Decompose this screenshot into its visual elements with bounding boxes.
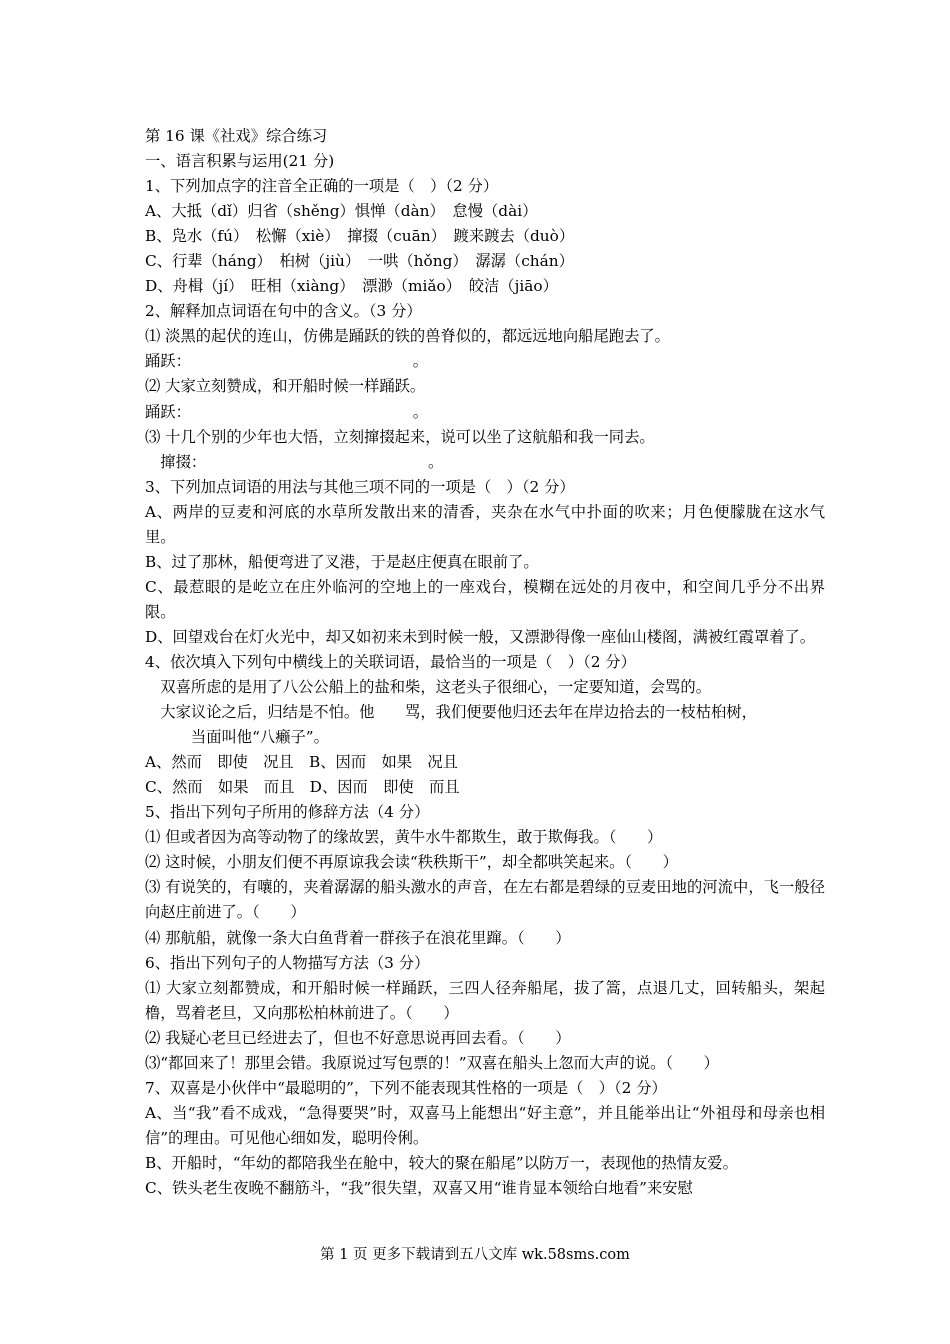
text-line: 一、语言积累与运用(21 分) [145, 152, 335, 171]
text-line: ⑶ 十几个别的少年也大悟，立刻撺掇起来，说可以坐了这航船和我一同去。 [145, 427, 655, 446]
text-line: C、行辈（háng） 桕树（jiù） 一哄（hǒng） 潺潺（chán） [145, 252, 574, 271]
text-line: 双喜所虑的是用了八公公船上的盐和柴，这老头子很细心，一定要知道，会骂的。 [145, 678, 711, 697]
text-line: ⑴ 但或者因为高等动物了的缘故罢，黄牛水牛都欺生，敢于欺侮我。（ ） [145, 828, 663, 847]
text-line: ⑵ 这时候，小朋友们便不再原谅我会读“秩秩斯干”，却全都哄笑起来。（ ） [145, 853, 678, 872]
page-footer: 第 1 页 更多下载请到五八文库 wk.58sms.com [320, 1247, 630, 1263]
text-line: C、最惹眼的是屹立在庄外临河的空地上的一座戏台，模糊在远处的月夜中，和空间几乎分不出界限。 [145, 577, 825, 621]
text-line: C、然而 如果 而且 D、因而 即使 而且 [145, 778, 460, 797]
text-line: ⑴ 淡黑的起伏的连山，仿佛是踊跃的铁的兽脊似的，都远远地向船尾跑去了。 [145, 327, 670, 346]
text-line: 当面叫他“八癞子”。 [145, 728, 329, 747]
text-line: ⑷ 那航船，就像一条大白鱼背着一群孩子在浪花里蹿。（ ） [145, 928, 571, 947]
text-line: 6、指出下列句子的人物描写方法（3 分） [145, 953, 430, 972]
text-line: ⑵ 我疑心老旦已经进去了，但也不好意思说再回去看。（ ） [145, 1028, 571, 1047]
text-line: ⑶ 有说笑的，有嚷的，夹着潺潺的船头激水的声音，在左右都是碧绿的豆麦田地的河流中，飞一般径向赵庄前进了。（ ） [145, 878, 825, 922]
text-line: A、然而 即使 况且 B、因而 如果 况且 [145, 753, 458, 772]
text-line: 5、指出下列句子所用的修辞方法（4 分） [145, 803, 430, 822]
text-line: A、大抵（dǐ）归省（shěng）惧惮（dàn） 怠慢（dài） [145, 202, 538, 221]
text-line: B、凫水（fú） 松懈（xiè） 撺掇（cuān） 踱来踱去（duò） [145, 227, 575, 246]
text-line: B、开船时，“年幼的都陪我坐在舱中，较大的聚在船尾”以防万一，表现他的热情友爱。 [145, 1153, 738, 1172]
text-line: C、铁头老生夜晚不翻筋斗，“我”很失望，双喜又用“谁肯显本领给白地看”来安慰 [145, 1178, 693, 1197]
text-line: 4、依次填入下列句中横线上的关联词语，最恰当的一项是（ ）（2 分） [145, 652, 636, 671]
text-line: ⑶“都回来了！那里会错。我原说过写包票的！”双喜在船头上忽而大声的说。（ ） [145, 1053, 719, 1072]
text-line: 大家议论之后，归结是不怕。他 骂，我们便要他归还去年在岸边拾去的一枝枯桕树， [145, 703, 757, 722]
text-line: 7、双喜是小伙伴中“最聪明的”，下列不能表现其性格的一项是（ ）（2 分） [145, 1078, 667, 1097]
text-line: B、过了那林，船便弯进了叉港，于是赵庄便真在眼前了。 [145, 552, 539, 571]
text-line: 1、下列加点字的注音全正确的一项是（ ）（2 分） [145, 177, 499, 196]
document-body [145, 124, 825, 1201]
text-line: 第 16 课《社戏》综合练习 [145, 127, 328, 145]
text-line: D、舟楫（jí） 旺相（xiàng） 漂渺（miǎo） 皎洁（jiāo） [145, 277, 558, 296]
text-line: ⑴ 大家立刻都赞成，和开船时候一样踊跃，三四人径奔船尾，拔了篙，点退几丈，回转船头，架起橹，骂着老旦，又向那松柏林前进了。（ ） [145, 978, 825, 1022]
text-line: 3、下列加点词语的用法与其他三项不同的一项是（ ）（2 分） [145, 477, 575, 496]
text-line: A、两岸的豆麦和河底的水草所发散出来的清香，夹杂在水气中扑面的吹来；月色便朦胧在这水气里。 [145, 502, 825, 546]
text-line: 撺掇： 。 [145, 452, 444, 471]
text-line: 2、解释加点词语在句中的含义。（3 分） [145, 302, 422, 321]
text-line: 踊跃： 。 [145, 402, 428, 421]
text-line: D、回望戏台在灯火光中，却又如初来未到时候一般，又漂渺得像一座仙山楼阁，满被红霞罩着了。 [145, 627, 816, 646]
text-line: A、当“我”看不成戏，“急得要哭”时，双喜马上能想出“好主意”，并且能举出让“外祖母和母亲也相信”的理由。可见他心细如发，聪明伶俐。 [145, 1103, 825, 1147]
text-line: ⑵ 大家立刻赞成，和开船时候一样踊跃。 [145, 377, 426, 396]
text-line: 踊跃： 。 [145, 352, 428, 371]
